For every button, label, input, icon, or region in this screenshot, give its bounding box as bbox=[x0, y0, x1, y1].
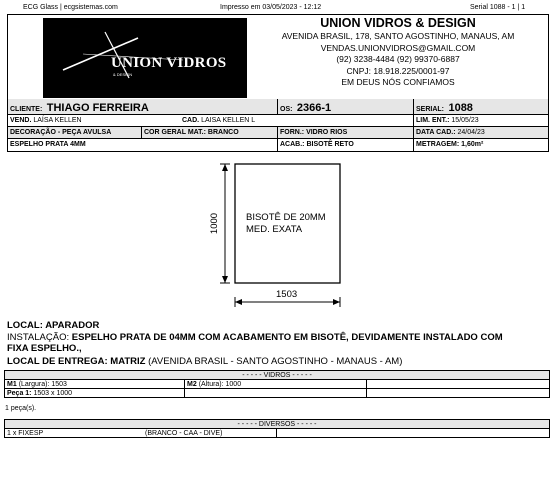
supplier-cell bbox=[277, 127, 413, 138]
delivery-place: MATRIZ bbox=[110, 356, 146, 367]
area-value: 1,60m² bbox=[461, 141, 484, 148]
area-label: METRAGEM: bbox=[416, 141, 460, 148]
glass-table-header: - - - - - VIDROS - - - - - bbox=[5, 371, 550, 380]
delivery-label: LOCAL DE ENTREGA: bbox=[7, 356, 108, 367]
row-decoration bbox=[7, 127, 549, 139]
color-label: COR GERAL MAT.: bbox=[144, 129, 206, 136]
print-date: Impresso em 03/05/2023 - 12:12 bbox=[220, 4, 322, 11]
m2-value: (Altura): 1000 bbox=[198, 380, 242, 388]
misc-item-desc: (BRANCO - CAA - DIVE) bbox=[145, 429, 223, 437]
row-product bbox=[7, 139, 549, 152]
drawing-note bbox=[246, 212, 326, 236]
company-motto: EM DEUS NÓS CONFIAMOS bbox=[341, 77, 455, 88]
company-logo bbox=[43, 18, 247, 98]
finish-value: BISOTÊ RETO bbox=[306, 141, 354, 148]
logo-text: UNION VIDROS bbox=[111, 55, 227, 71]
os-label: OS: bbox=[280, 106, 293, 113]
seller-name: LAÍSA KELLEN bbox=[33, 117, 82, 124]
delivery-limit-label: LIM. ENT.: bbox=[416, 117, 450, 124]
misc-table-header: - - - - - DIVERSOS - - - - - bbox=[5, 420, 550, 429]
company-email: VENDAS.UNIONVIDROS@GMAIL.COM bbox=[320, 42, 476, 53]
installation-block bbox=[7, 332, 503, 354]
installation-label: INSTALAÇÃO: bbox=[7, 332, 70, 343]
os-number: 2366-1 bbox=[296, 102, 332, 114]
color-cell bbox=[141, 127, 277, 138]
glass-drawing bbox=[210, 160, 360, 310]
empty-cell bbox=[367, 389, 550, 398]
m2-label: M2 bbox=[187, 380, 197, 388]
location-label: LOCAL: bbox=[7, 320, 43, 331]
finish-label: ACAB.: bbox=[280, 141, 305, 148]
logo-subtext: & DESIGN bbox=[113, 72, 133, 77]
installation-text: ESPELHO PRATA DE 04MM COM ACABAMENTO EM BISOTÊ, DEVIDAMENTE INSTALADO COM bbox=[71, 332, 503, 343]
delivery-limit-cell bbox=[413, 115, 548, 126]
seller-cell bbox=[8, 115, 180, 126]
m1-label: M1 bbox=[7, 380, 17, 388]
client-cell bbox=[8, 99, 277, 114]
registration-date-label: DATA CAD.: bbox=[416, 129, 456, 136]
client-label: CLIENTE: bbox=[10, 106, 43, 113]
location-value: APARADOR bbox=[45, 320, 100, 331]
drawing-note-line1: BISOTÊ DE 20MM bbox=[246, 212, 326, 223]
decoration-cell: DECORAÇÃO - PEÇA AVULSA bbox=[10, 129, 112, 136]
seller-label: VEND. bbox=[10, 117, 32, 124]
row-seller bbox=[7, 115, 549, 127]
supplier-label: FORN.: bbox=[280, 129, 305, 136]
registrar-cell bbox=[180, 115, 413, 126]
installation-text-cont: FIXA ESPELHO., bbox=[7, 343, 82, 354]
empty-cell bbox=[277, 429, 550, 438]
row-client bbox=[7, 99, 549, 115]
header-block bbox=[7, 14, 549, 100]
delivery-line bbox=[7, 356, 402, 367]
empty-cell bbox=[185, 389, 367, 398]
m1-value: (Largura): 1503 bbox=[18, 380, 67, 388]
serial-page: Serial 1088 - 1 | 1 bbox=[470, 4, 526, 11]
product-cell: ESPELHO PRATA 4MM bbox=[10, 141, 86, 148]
system-info: ECG Glass | ecgsistemas.com bbox=[23, 4, 118, 11]
misc-item: 1 x FIXESP bbox=[7, 429, 44, 437]
glass-table bbox=[4, 370, 550, 398]
registrar-label: CAD. bbox=[182, 117, 200, 124]
piece-count: 1 peça(s). bbox=[5, 405, 37, 412]
registration-date-cell bbox=[413, 127, 548, 138]
company-phones: (92) 3238-4484 (92) 99370-6887 bbox=[336, 54, 460, 65]
location-line bbox=[7, 320, 99, 331]
registrar-name: LAISA KELLEN L bbox=[201, 117, 256, 124]
color-value: BRANCO bbox=[207, 129, 239, 136]
misc-item-cell bbox=[5, 429, 277, 438]
os-cell bbox=[277, 99, 413, 114]
misc-table bbox=[4, 419, 550, 438]
registration-date-value: 24/04/23 bbox=[457, 129, 485, 136]
area-cell bbox=[413, 139, 548, 151]
company-cnpj: CNPJ: 18.918.225/0001-97 bbox=[346, 65, 450, 76]
width-dimension-label: 1503 bbox=[276, 289, 298, 300]
m2-cell bbox=[185, 380, 367, 389]
serial-label: SERIAL: bbox=[416, 106, 444, 113]
m1-cell bbox=[5, 380, 185, 389]
piece-cell bbox=[5, 389, 185, 398]
delivery-address: (AVENIDA BRASIL - SANTO AGOSTINHO - MANAUS - AM) bbox=[148, 356, 403, 367]
supplier-value: VIDRO RIOS bbox=[306, 129, 348, 136]
client-name: THIAGO FERREIRA bbox=[46, 102, 149, 114]
empty-cell bbox=[367, 380, 550, 389]
delivery-limit-date: 15/05/23 bbox=[451, 117, 479, 124]
serial-number: 1088 bbox=[448, 102, 473, 114]
height-dimension-label: 1000 bbox=[209, 212, 221, 235]
company-info bbox=[248, 15, 548, 89]
drawing-note-line2: MED. EXATA bbox=[246, 224, 303, 235]
piece-label: Peça 1: bbox=[7, 389, 32, 397]
piece-value: 1503 x 1000 bbox=[33, 389, 73, 397]
company-address: AVENIDA BRASIL, 178, SANTO AGOSTINHO, MANAUS, AM bbox=[281, 31, 515, 41]
company-name: UNION VIDROS & DESIGN bbox=[320, 16, 476, 30]
serial-cell bbox=[413, 99, 548, 114]
finish-cell bbox=[277, 139, 413, 151]
